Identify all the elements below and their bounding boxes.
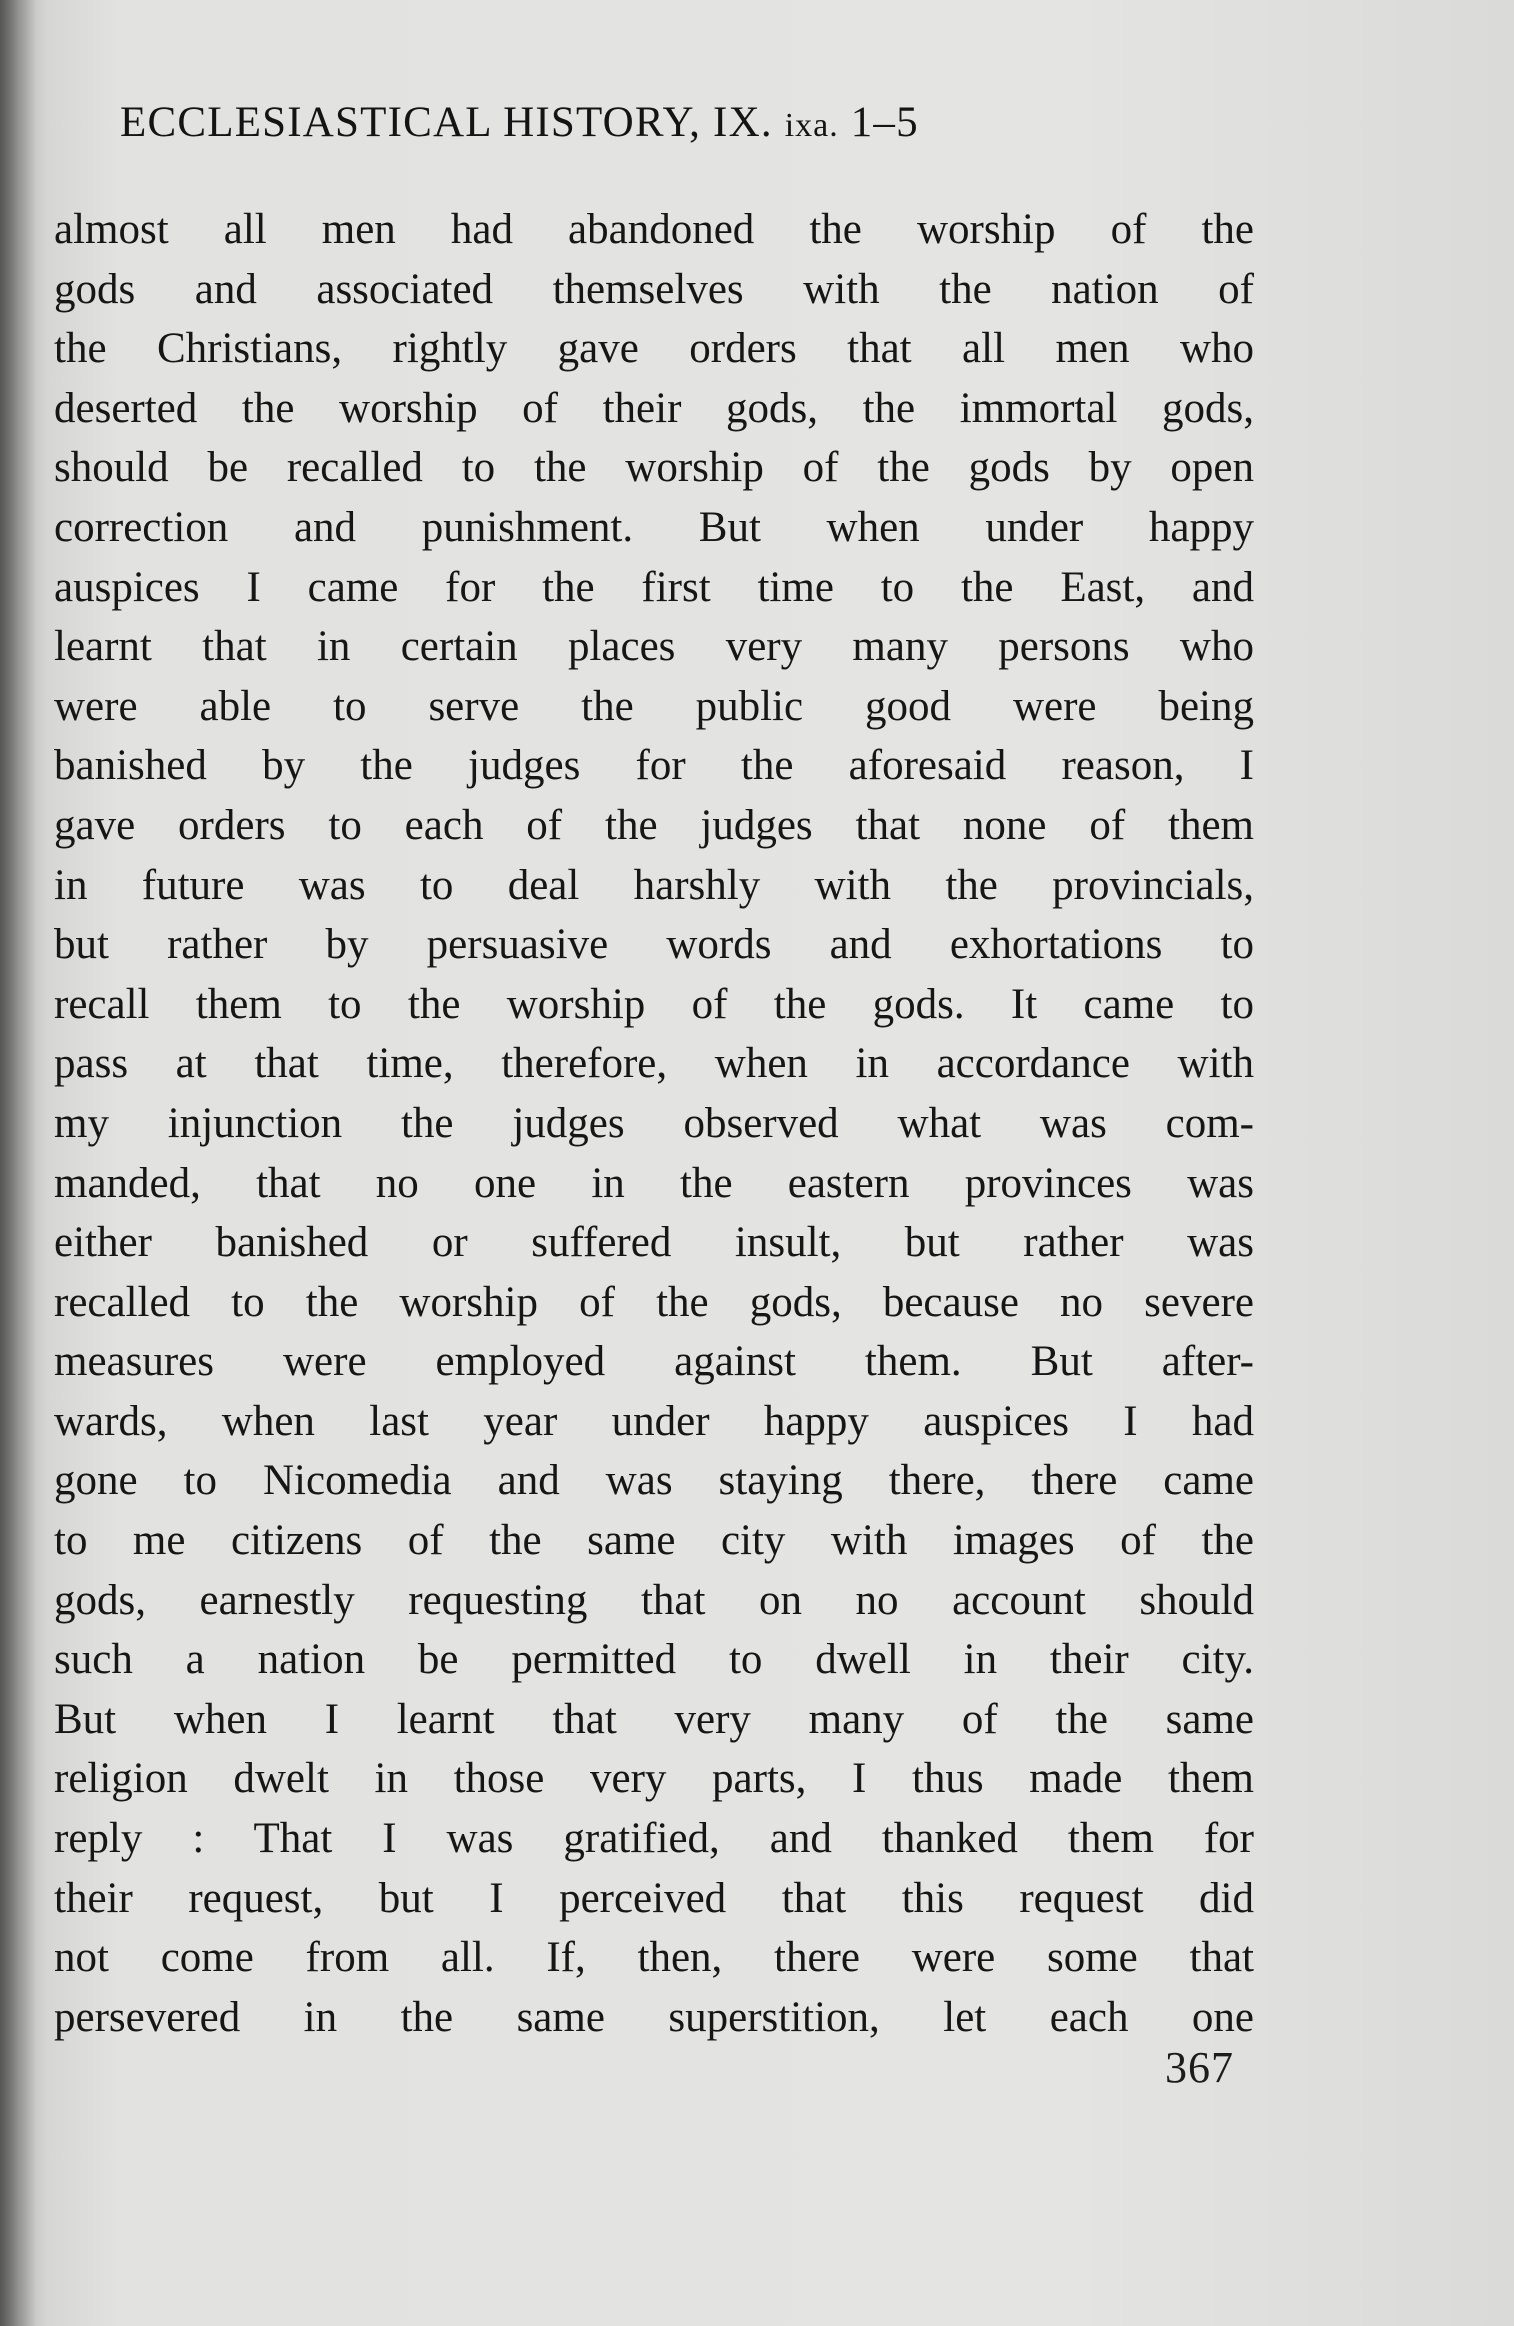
header-range: 1–5 bbox=[850, 99, 919, 146]
page-number: 367 bbox=[1165, 2043, 1234, 2092]
text-line: persevered in the same superstition, let each one bbox=[54, 1993, 1254, 2041]
text-line: reply : That I was gratified, and thanked them for bbox=[54, 1815, 1254, 1863]
text-line: correction and punishment. But when under happy bbox=[54, 503, 1254, 551]
text-line: learnt that in certain places very many persons who bbox=[54, 623, 1254, 671]
text-line: their request, but I perceived that this request did bbox=[54, 1874, 1254, 1922]
header-title: ECCLESIASTICAL HISTORY, IX. bbox=[120, 99, 773, 146]
binding-shadow bbox=[0, 0, 36, 2326]
text-line: but rather by persuasive words and exhortations to bbox=[54, 921, 1254, 969]
text-line: should be recalled to the worship of the gods by open bbox=[54, 444, 1254, 492]
text-line: recall them to the worship of the gods. It came to bbox=[54, 980, 1254, 1028]
text-line: gods and associated themselves with the nation of bbox=[54, 265, 1254, 313]
text-line: measures were employed against them. But after- bbox=[54, 1338, 1254, 1386]
text-line: wards, when last year under happy auspices I had bbox=[54, 1397, 1254, 1445]
text-line: gone to Nicomedia and was staying there, there came bbox=[54, 1457, 1254, 1505]
running-header bbox=[120, 98, 1210, 147]
text-line: were able to serve the public good were being bbox=[54, 682, 1254, 730]
text-line: But when I learnt that very many of the same bbox=[54, 1695, 1254, 1743]
text-line: in future was to deal harshly with the provincials, bbox=[54, 861, 1254, 909]
text-line: gods, earnestly requesting that on no account should bbox=[54, 1576, 1254, 1624]
text-line: pass at that time, therefore, when in accordance with bbox=[54, 1040, 1254, 1088]
text-line: almost all men had abandoned the worship of the bbox=[54, 206, 1254, 253]
text-line: to me citizens of the same city with images of the bbox=[54, 1517, 1254, 1565]
text-line: the Christians, rightly gave orders that all men who bbox=[54, 325, 1254, 373]
text-line: such a nation be permitted to dwell in their city. bbox=[54, 1636, 1254, 1684]
text-line: not come from all. If, then, there were some that bbox=[54, 1934, 1254, 1982]
text-line: either banished or suffered insult, but rather was bbox=[54, 1219, 1254, 1267]
text-line: gave orders to each of the judges that none of them bbox=[54, 801, 1254, 849]
text-line: my injunction the judges observed what was com- bbox=[54, 1099, 1254, 1147]
text-line: banished by the judges for the aforesaid reason, I bbox=[54, 742, 1254, 790]
text-line: recalled to the worship of the gods, because no severe bbox=[54, 1278, 1254, 1326]
page-body bbox=[54, 200, 1254, 2047]
text-line: religion dwelt in those very parts, I thus made them bbox=[54, 1755, 1254, 1803]
header-section: ixa. bbox=[784, 107, 839, 144]
text-line: manded, that no one in the eastern provinces was bbox=[54, 1159, 1254, 1207]
text-line: deserted the worship of their gods, the immortal gods, bbox=[54, 384, 1254, 432]
text-line: auspices I came for the first time to the East, and bbox=[54, 563, 1254, 611]
